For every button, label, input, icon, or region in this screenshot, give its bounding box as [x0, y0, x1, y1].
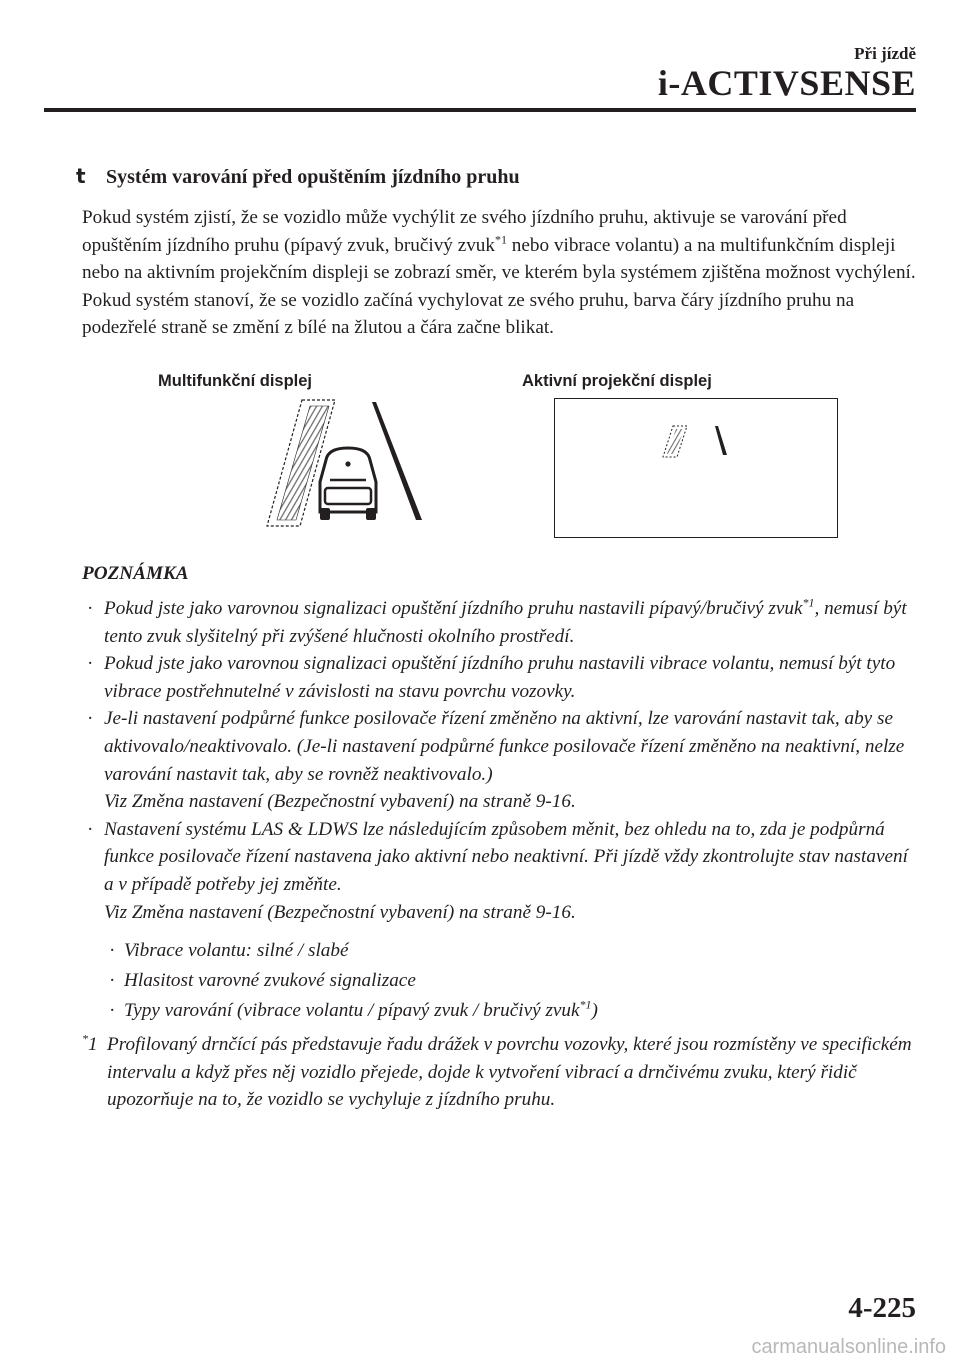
notes-list: [82, 595, 922, 1026]
note-1-part-a: Pokud jste jako varovnou signalizaci opuštění jízdního pruhu nastavili pípavý/bručivý zvuk: [104, 598, 803, 619]
sub-item-3-part-a: Typy varování (vibrace volantu / pípavý zvuk / bručivý zvuk: [124, 1000, 580, 1022]
sub-item-3-part-b: ): [591, 1000, 598, 1022]
footnote-ref: *1: [495, 232, 507, 247]
body-p1-part-b: nebo vibrace volantu) a na multifunkčním displeji nebo na aktivním projekčním displeji se zobrazí směr, ve kterém byla systémem zjištěna možnost vychýlení.: [82, 234, 916, 283]
body-paragraph-2: Pokud systém stanoví, že se vozidlo začíná vychylovat ze svého pruhu, barva čáry jízdního pruhu na podezřelé straně se změní z bílé na žlutou a čára začne blikat.: [82, 289, 855, 338]
note-bullet: ·: [87, 708, 94, 730]
note-2-text: Pokud jste jako varovnou signalizaci opuštění jízdního pruhu nastavili vibrace volantu, nemusí být tyto vibrace postřehnutelné v závislosti na stavu povrchu vozovky.: [104, 653, 896, 702]
sub-bullet: ·: [109, 940, 116, 962]
sub-item-1-text: Vibrace volantu: silné / slabé: [124, 940, 349, 962]
caption-active-driving-display: Aktivní projekční displej: [522, 372, 712, 390]
footnote-star: *: [82, 1031, 88, 1046]
page-number: 4-225: [848, 1292, 916, 1324]
note-title: POZNÁMKA: [82, 563, 189, 584]
sub-item: [92, 966, 922, 996]
right-lane-line: [372, 402, 422, 520]
note-item: [82, 816, 922, 926]
note-item: [82, 705, 922, 815]
sub-item: [92, 996, 922, 1026]
footnote-mark: [82, 1031, 98, 1059]
note-bullet: ·: [87, 818, 94, 840]
sub-bullet: ·: [109, 970, 116, 992]
caption-multifunction-display: Multifunkční displej: [158, 372, 313, 390]
note-1-part-b: , nemusí být tento zvuk slyšitelný při zvýšené hlučnosti okolního prostředí.: [104, 598, 907, 647]
multifunction-display-illustration: [264, 396, 436, 532]
sub-item-2-text: Hlasitost varovné zvukové signalizace: [124, 970, 416, 992]
header-title: i-ACTIVSENSE: [657, 63, 916, 103]
settings-sublist: [82, 936, 922, 1026]
header-rule: [44, 108, 916, 112]
footnote-number: 1: [88, 1034, 98, 1055]
body-text: [82, 204, 922, 342]
figure-active-driving-display: [554, 398, 838, 538]
hud-right-lane-line: [715, 426, 727, 455]
body-paragraph-1: [82, 204, 922, 287]
section-heading: [76, 164, 520, 189]
footnote-text: Profilovaný drnčící pás představuje řadu drážek v povrchu vozovky, které jsou rozmístěny ve specifickém intervalu a když přes něj vozidlo přejede, dojde k vytvoření vibrací a drnčivému zvuku, který řidič upozorňuje na to, že vozidlo se vychyluje z jízdního pruhu.: [107, 1034, 912, 1111]
note-4-text: Nastavení systému LAS & LDWS lze následujícím způsobem měnit, bez ohledu na to, zda je podpůrná funkce posilovače řízení nastavena jako aktivní nebo neaktivní. Při jízdě vždy zkontrolujte stav nastavení a v případě potřeby jej změňte.: [104, 818, 908, 895]
note-3-text: Je-li nastavení podpůrné funkce posilovače řízení změněno na aktivní, lze varování nastavit tak, aby se aktivovalo/neaktivovalo. (Je-li nastavení podpůrné funkce posilovače řízení změněno na neaktivní, nelze varování nastavit tak, aby se rovněž neaktivovalo.): [104, 708, 905, 785]
body-p1-part-a: Pokud systém zjistí, že se vozidlo může vychýlit ze svého jízdního pruhu, aktivuje se varování před opuštěním jízdního pruhu (pípavý zvuk, bručivý zvuk: [82, 207, 847, 256]
header-chapter: Při jízdě: [854, 44, 916, 63]
sub-item: [92, 936, 922, 966]
active-driving-display-illustration: [555, 399, 839, 539]
figure-multifunction-display: [264, 396, 436, 537]
note-bullet: ·: [87, 653, 94, 675]
note-item: [82, 595, 922, 650]
note-item: [82, 650, 922, 705]
note-bullet: ·: [87, 598, 94, 619]
footnote-ref: *1: [579, 997, 592, 1012]
note-4-reference: Viz Změna nastavení (Bezpečnostní vybavení) na straně 9-16.: [104, 901, 576, 923]
vehicle-icon: [320, 448, 376, 520]
watermark: carmanualsonline.info: [751, 1336, 946, 1358]
note-3-reference: Viz Změna nastavení (Bezpečnostní vybavení) na straně 9-16.: [104, 791, 576, 813]
footnote-ref: *1: [802, 595, 815, 610]
hud-left-lane-line-fill: [667, 429, 684, 454]
footnote: [82, 1031, 922, 1114]
sub-bullet: ·: [109, 1000, 116, 1022]
section-title: Systém varování před opuštěním jízdního pruhu: [106, 166, 520, 188]
section-bullet: t: [76, 164, 86, 188]
